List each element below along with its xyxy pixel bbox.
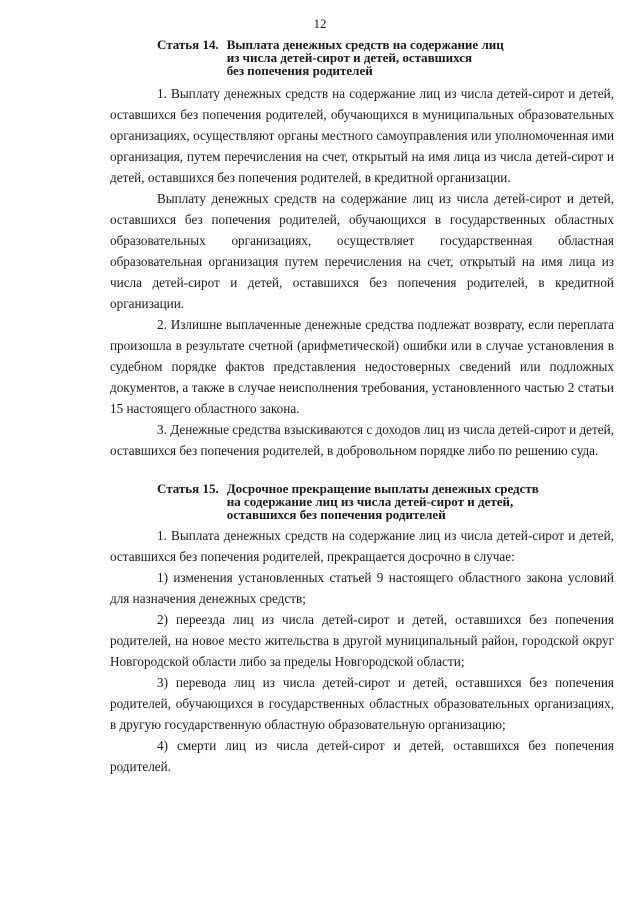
article-15-item-4: 4) смерти лиц из числа детей-сирот и детей, оставшихся без попечения родителей. (110, 738, 614, 774)
article-14-heading (157, 38, 614, 77)
article-14-paragraph-2: Выплату денежных средств на содержание лиц из числа детей-сирот и детей, оставшихся без попечения родителей, обучающихся в государственных областных образовательных организациях, осуществляет государственная областная образовательная организация путем перечисления на счет, открытый на имя лица из числа детей-сирот и детей, оставшихся без попечения родителей, в кредитной организации. (110, 191, 614, 311)
article-14-paragraph-4: 3. Денежные средства взыскиваются с доходов лиц из числа детей-сирот и детей, оставшихся без попечения родителей, в добровольном порядке либо по решению суда. (110, 422, 614, 458)
article-14-paragraph-1: 1. Выплату денежных средств на содержание лиц из числа детей-сирот и детей, оставшихся без попечения родителей, обучающихся в муниципальных образовательных организациях, осуществляют органы местного самоуправления или уполномоченная ими организация, путем перечисления на счет, открытый на имя лица из числа детей-сирот и детей, оставшихся без попечения родителей, в кредитной организации. (110, 86, 614, 185)
article-15-title-line: на содержание лиц из числа детей-сирот и детей, (226, 494, 514, 509)
article-15-title (227, 482, 614, 521)
article-15-title-line: Досрочное прекращение выплаты денежных средств (226, 481, 539, 496)
article-14-title-line: без попечения родителей (226, 63, 373, 78)
page-number: 12 (313, 16, 327, 31)
article-15-item-1: 1) изменения установленных статьей 9 настоящего областного закона условий для назначения денежных средств; (110, 570, 614, 606)
article-14-title-line: Выплата денежных средств на содержание лиц (226, 37, 504, 52)
article-15-title-line: оставшихся без попечения родителей (226, 507, 446, 522)
article-15-heading (157, 482, 614, 521)
article-15-number: Статья 15. (157, 481, 219, 496)
article-15-item-2: 2) переезда лиц из числа детей-сирот и детей, оставшихся без попечения родителей, на новое место жительства в другой муниципальный район, городской округ Новгородской области либо за пределы Новгородской области; (110, 612, 614, 669)
article-14-number: Статья 14. (157, 37, 219, 52)
article-14-paragraph-3: 2. Излишне выплаченные денежные средства подлежат возврату, если переплата произошла в результате счетной (арифметической) ошибки или в случае установления в судебном порядке фактов представления недостоверных сведений или подложных документов, а также в случае неисполнения требования, установленного частью 2 статьи 15 настоящего областного закона. (110, 317, 614, 416)
article-15-item-3: 3) перевода лиц из числа детей-сирот и детей, оставшихся без попечения родителей, обучающихся в государственных областных образовательных организациях, в другую государственную областную образовательную организацию; (110, 675, 614, 732)
article-15-paragraph-1: 1. Выплата денежных средств на содержание лиц из числа детей-сирот и детей, оставшихся без попечения родителей, прекращается досрочно в случае: (110, 528, 614, 564)
page-content (110, 38, 614, 777)
article-14-title-line: из числа детей-сирот и детей, оставшихся (226, 50, 473, 65)
article-14-title (227, 38, 614, 77)
